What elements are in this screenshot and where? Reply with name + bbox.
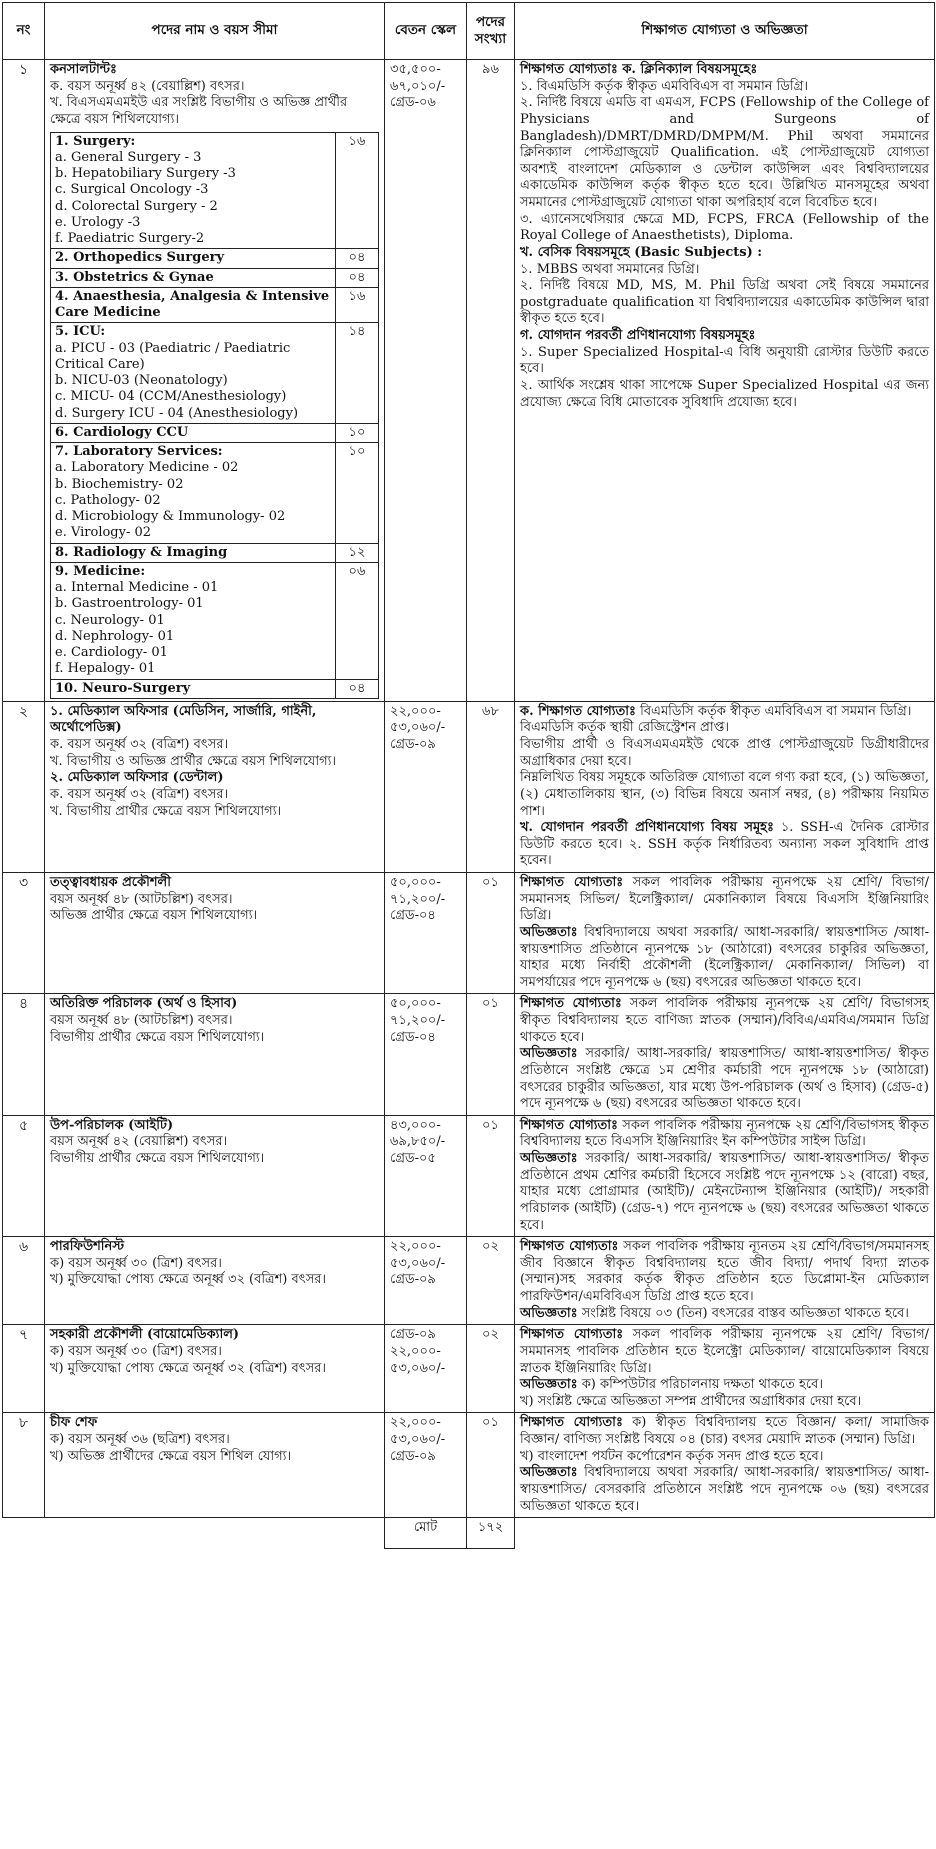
- specialty-count: ১০: [336, 423, 379, 442]
- qual-label: অভিজ্ঞতাঃ: [520, 1305, 578, 1321]
- header-post: পদের নাম ও বয়স সীমা: [45, 3, 385, 60]
- pay-scale: [385, 1325, 467, 1413]
- specialty-cell: [51, 543, 336, 562]
- specialty-sub-item: f. Hepalogy- 01: [55, 661, 156, 677]
- specialty-sub-item: a. Laboratory Medicine - 02: [55, 460, 239, 476]
- specialty-count: ১০: [336, 443, 379, 544]
- specialty-name: 4. Anaesthesia, Analgesia & Intensive Care Medicine: [55, 288, 330, 320]
- specialty-sub-item: c. Surgical Oncology -3: [55, 182, 209, 198]
- age-limit: বয়স অনূর্ধ্ব ৪৮ (আটচল্লিশ) বৎসর।: [50, 1013, 233, 1028]
- post-cell: [45, 1237, 385, 1325]
- post-title: ২. মেডিক্যাল অফিসার (ডেন্টাল): [50, 770, 224, 786]
- post-cell: [45, 701, 385, 872]
- pay-scale: [385, 994, 467, 1115]
- post-cell: [45, 1115, 385, 1236]
- header-row: [3, 3, 935, 60]
- empty-cell: [3, 1518, 45, 1549]
- specialty-row: [51, 423, 379, 442]
- serial-number: ১: [3, 60, 45, 702]
- pay-grade: গ্রেড-০৯: [390, 1327, 436, 1343]
- pay-grade: গ্রেড-০৯: [390, 737, 436, 752]
- total-label: মোট: [385, 1518, 467, 1549]
- qual-text: বিএমডিসি কর্তৃক স্থায়ী রেজিস্ট্রেশন প্রাপ্ত।: [520, 720, 729, 736]
- qual-text: সকল পাবলিক পরীক্ষায় ন্যূনপক্ষে ২য় শ্রেণি/ বিভাগ/ সমমানসহ পাবলিক প্রতিষ্ঠান হতে ইলেক্ট্রো মেডিক্যাল/ বায়োমেডিক্যাল বিষয়ে স্নাতক ইঞ্জিনিয়ারিং ডিগ্রি।: [520, 1327, 929, 1376]
- qual-text: নিম্নলিখিত বিষয় সমূহকে অতিরিক্ত যোগ্যতা বলে গণ্য করা হবে, (১) অভিজ্ঞতা, (২) মেধাতালিকায় স্থান, (৩) বিভিন্ন বিষয়ে অনার্স নম্বর, (৪) পরীক্ষায় নিয়মিত পাশ।: [520, 770, 929, 819]
- pay-range-end: ৬৯,৮৫০/-: [390, 1134, 446, 1150]
- qual-text: সকল পাবলিক পরীক্ষায় ন্যূনপক্ষে ২য় শ্রেণি/ বিভাগসহ স্বীকৃত বিশ্ববিদ্যালয় হতে বাণিজ্য স্নাতক (সম্মান)/বিবিএ/এমবিএ/সমমান ডিগ্রি থাকতে হবে।: [520, 996, 929, 1045]
- pay-scale: [385, 701, 467, 872]
- age-relaxation: খ) মুক্তিযোদ্ধা পোষ্য ক্ষেত্রে অনূর্ধ্ব ৩২ (বত্রিশ) বৎসর।: [50, 1272, 327, 1288]
- serial-number: ৩: [3, 873, 45, 994]
- specialty-sub-item: d. Colorectal Surgery - 2: [55, 198, 218, 214]
- qual-text: বিএমডিসি কর্তৃক স্বীকৃত এমবিবিএস বা সমমান ডিগ্রি।: [640, 703, 912, 719]
- pay-range-start: ২২,০০০-: [390, 703, 441, 719]
- serial-number: ২: [3, 701, 45, 872]
- specialty-sub-item: b. Hepatobiliary Surgery -3: [55, 166, 236, 181]
- pay-range-end: ৫৩,০৬০/-: [390, 1360, 446, 1376]
- qualification-cell: [515, 1413, 935, 1518]
- qual-text: ১. SSH-এ দৈনিক রোস্টার ডিউটি করতে হবে। ২. SSH কর্তৃক নির্ধারিতব্য অন্যান্য সকল সুবিধাদি প্রাপ্ত হবেন।: [520, 820, 929, 869]
- specialty-sub-item: f. Paediatric Surgery-2: [55, 231, 205, 246]
- age-relaxation: খ) অভিজ্ঞ প্রার্থীদের ক্ষেত্রে বয়স শিথিল যোগ্য।: [50, 1448, 292, 1464]
- qual-label: অভিজ্ঞতাঃ: [520, 924, 578, 940]
- qual-heading: খ. বেসিক বিষয়সমূহে (Basic Subjects) :: [520, 244, 763, 260]
- specialty-name: 6. Cardiology CCU: [55, 424, 189, 440]
- qual-text: বিশ্ববিদ্যালয়ে অথবা সরকারি/ আধা-সরকারি/ স্বায়ত্তশাসিত/ আধা- স্বায়ত্তশাসিত/ বেসরকারি প্রতিষ্ঠানে সংশ্লিষ্ট পদে ন্যূনপক্ষে ০৬ (ছয়) বৎসরের অভিজ্ঞতা থাকতে হবে।: [520, 1465, 929, 1514]
- pay-range-end: ৭১,২০০/-: [390, 891, 446, 907]
- pay-grade: গ্রেড-০৪: [390, 1029, 436, 1045]
- specialty-name: 5. ICU:: [55, 324, 106, 340]
- pay-range-end: ৭১,২০০/-: [390, 1013, 446, 1028]
- specialty-row: [51, 679, 379, 698]
- qual-label: অভিজ্ঞতাঃ: [520, 1377, 578, 1393]
- qual-label: অভিজ্ঞতাঃ: [520, 1151, 578, 1166]
- age-limit: ক) বয়স অনূর্ধ্ব ৩৬ (ছত্রিশ) বৎসর।: [50, 1432, 230, 1447]
- specialty-name: 3. Obstetrics & Gynae: [55, 269, 214, 285]
- age-relaxation: বিভাগীয় প্রার্থীর ক্ষেত্রে বয়স শিথিলযোগ্য।: [50, 1151, 265, 1166]
- specialty-name: 7. Laboratory Services:: [55, 444, 223, 459]
- header-pay: বেতন স্কেল: [385, 3, 467, 60]
- qual-label: শিক্ষাগত যোগ্যতাঃ: [520, 1327, 624, 1343]
- post-title: কনসালটান্টঃ: [50, 62, 117, 77]
- header-sl: নং: [3, 3, 45, 60]
- post-count: ০১: [467, 1115, 515, 1236]
- empty-cell: [515, 1518, 935, 1549]
- pay-range-start: ২২,০০০-: [390, 1343, 441, 1359]
- specialty-cell: [51, 323, 336, 424]
- age-relaxation: খ. বিভাগীয় ও অভিজ্ঞ প্রার্থীর ক্ষেত্রে বয়স শিথিলযোগ্য।: [50, 753, 337, 769]
- specialty-sub-item: e. Urology -3: [55, 214, 141, 230]
- pay-range-end: ৬৭,০১০/-: [390, 78, 446, 94]
- qual-text: ১. Super Specialized Hospital-এ বিধি অনুযায়ী রোস্টার ডিউটি করতে হবে।: [520, 344, 929, 377]
- post-cell: [45, 1413, 385, 1518]
- age-relaxation: খ. বিভাগীয় প্রার্থীর ক্ষেত্রে বয়স শিথিলযোগ্য।: [50, 803, 282, 819]
- table-row: [3, 60, 935, 702]
- specialty-name: 9. Medicine:: [55, 563, 146, 579]
- specialty-row: [51, 268, 379, 287]
- table-row: [3, 1325, 935, 1413]
- qualification-cell: [515, 60, 935, 702]
- specialty-table: [50, 132, 379, 699]
- specialty-cell: [51, 287, 336, 323]
- qual-text: ২. নির্দিষ্ট বিষয়ে MD, MS, M. Phil ডিগ্রি অথবা সেই বিষয়ে সমমানের postgraduate qualification যা বিশ্ববিদ্যালয়ের একাডেমিক কাউন্সিল দ্বারা স্বীকৃত হতে হবে।: [520, 278, 929, 327]
- specialty-sub-item: d. Nephrology- 01: [55, 628, 175, 644]
- qual-text: ১. MBBS অথবা সমমানের ডিগ্রি।: [520, 261, 700, 277]
- pay-range-end: ৫৩,০৬০/-: [390, 1432, 446, 1447]
- specialty-name: 8. Radiology & Imaging: [55, 544, 228, 560]
- pay-grade: গ্রেড-০৪: [390, 908, 436, 924]
- specialty-name: 10. Neuro-Surgery: [55, 680, 191, 696]
- total-value: ১৭২: [467, 1518, 515, 1549]
- specialty-sub-item: d. Surgery ICU - 04 (Anesthesiology): [55, 405, 299, 421]
- age-limit: বয়স অনূর্ধ্ব ৪৮ (আটচল্লিশ) বৎসর।: [50, 891, 233, 907]
- pay-range-start: ২২,০০০-: [390, 1239, 441, 1255]
- specialty-row: [51, 443, 379, 544]
- specialty-count: ০৪: [336, 679, 379, 698]
- specialty-sub-item: c. Pathology- 02: [55, 492, 161, 508]
- table-row: [3, 1237, 935, 1325]
- post-title: ১. মেডিক্যাল অফিসার (মেডিসিন, সার্জারি, গাইনী, অর্থোপেডিক্স): [50, 703, 317, 736]
- qualification-cell: [515, 994, 935, 1115]
- pay-range-start: ৩৫,৫০০-: [390, 62, 441, 77]
- pay-grade: গ্রেড-০৬: [390, 95, 436, 111]
- qual-text: ১. বিএমডিসি কর্তৃক স্বীকৃত এমবিবিএস বা সমমান ডিগ্রি।: [520, 78, 809, 94]
- specialty-cell: [51, 249, 336, 268]
- specialty-sub-item: b. NICU-03 (Neonatology): [55, 373, 228, 388]
- pay-range-start: ২২,০০০-: [390, 1415, 441, 1431]
- post-count: ৬৮: [467, 701, 515, 872]
- age-limit: ক) বয়স অনূর্ধ্ব ৩০ (ত্রিশ) বৎসর।: [50, 1343, 222, 1359]
- specialty-row: [51, 543, 379, 562]
- age-limit: ক) বয়স অনূর্ধ্ব ৩০ (ত্রিশ) বৎসর।: [50, 1255, 222, 1271]
- pay-range-start: ৫০,০০০-: [390, 875, 441, 890]
- serial-number: ৬: [3, 1237, 45, 1325]
- age-limit: বয়স অনূর্ধ্ব ৪২ (বেয়াল্লিশ) বৎসর।: [50, 1134, 228, 1150]
- pay-grade: গ্রেড-০৯: [390, 1272, 436, 1288]
- qualification-cell: [515, 1237, 935, 1325]
- qualification-cell: [515, 1325, 935, 1413]
- post-title: পারফিউশনিস্ট: [50, 1239, 125, 1255]
- pay-scale: [385, 1115, 467, 1236]
- specialty-sub-item: a. Internal Medicine - 01: [55, 580, 219, 595]
- pay-grade: গ্রেড-০৫: [390, 1151, 436, 1166]
- header-qualification: শিক্ষাগত যোগ্যতা ও অভিজ্ঞতা: [515, 3, 935, 60]
- qual-text: সকল পাবলিক পরীক্ষায় ন্যূনপক্ষে ২য় শ্রেণি/ বিভাগ/ সমমানসহ সিভিল/ ইলেক্ট্রিক্যাল/ মেকানিক্যাল বিষয়ে বিএসসি ইঞ্জিনিয়ারিং ডিগ্রি।: [520, 875, 929, 924]
- pay-scale: [385, 873, 467, 994]
- post-title: তত্ত্বাবধায়ক প্রকৌশলী: [50, 875, 171, 890]
- specialty-row: [51, 249, 379, 268]
- post-count: ০১: [467, 1413, 515, 1518]
- pay-grade: গ্রেড-০৯: [390, 1448, 436, 1464]
- specialty-sub-item: d. Microbiology & Immunology- 02: [55, 509, 286, 524]
- table-row: [3, 994, 935, 1115]
- post-count: ৯৬: [467, 60, 515, 702]
- job-circular-table: [2, 2, 935, 1549]
- qual-text: বিভাগীয় প্রার্থী ও বিএসএমএমইউ থেকে প্রাপ্ত পোস্টগ্রাজুয়েট ডিগ্রীধারীদের অগ্রাধিকার দেয়া হবে।: [520, 737, 929, 769]
- table-row: [3, 701, 935, 872]
- qual-text: সংশ্লিষ্ট বিষয়ে ০৩ (তিন) বৎসরের বাস্তব অভিজ্ঞতা থাকতে হবে।: [581, 1305, 909, 1321]
- post-cell: [45, 1325, 385, 1413]
- serial-number: ৮: [3, 1413, 45, 1518]
- specialty-row: [51, 287, 379, 323]
- post-cell: [45, 873, 385, 994]
- specialty-count: ১৬: [336, 287, 379, 323]
- specialty-sub-item: b. Gastroentrology- 01: [55, 596, 204, 612]
- table-row: [3, 873, 935, 994]
- specialty-count: ০৪: [336, 268, 379, 287]
- specialty-sub-item: e. Cardiology- 01: [55, 645, 168, 660]
- age-limit: ক. বয়স অনূর্ধ্ব ৩২ (বত্রিশ) বৎসর।: [50, 786, 229, 802]
- qual-text: খ) বাংলাদেশ পর্যটন কর্পোরেশন কর্তৃক সনদ প্রাপ্ত হতে হবে।: [520, 1448, 824, 1464]
- pay-scale: [385, 1413, 467, 1518]
- qual-text: ২. আর্থিক সংশ্লেষ থাকা সাপেক্ষে Super Specialized Hospital এর জন্য প্রযোজ্য ক্ষেত্রে বিধি মোতাবেক সুবিধাদি প্রযোজ্য হবে।: [520, 377, 929, 410]
- qual-label: শিক্ষাগত যোগ্যতাঃ: [520, 1239, 619, 1255]
- post-title: সহকারী প্রকৌশলী (বায়োমেডিক্যাল): [50, 1327, 240, 1343]
- specialty-cell: [51, 443, 336, 544]
- specialty-cell: [51, 562, 336, 679]
- age-relaxation: খ) মুক্তিযোদ্ধা পোষ্য ক্ষেত্রে অনূর্ধ্ব ৩২ (বত্রিশ) বৎসর।: [50, 1360, 327, 1376]
- specialty-sub-item: a. General Surgery - 3: [55, 149, 202, 165]
- qual-label: খ. যোগদান পরবর্তী প্রণিধানযোগ্য বিষয় সমূহঃ: [520, 820, 774, 836]
- qual-text: ক) স্বীকৃত বিশ্ববিদ্যালয় হতে বিজ্ঞান/ কলা/ সামাজিক বিজ্ঞান/ বাণিজ্য সংশ্লিষ্ট বিষয়ে ০৪ (চার) বৎসর মেয়াদি স্নাতক (সম্মান) ডিগ্রি।: [520, 1415, 929, 1447]
- qual-text: ক) কম্পিউটার পরিচালনায় দক্ষতা থাকতে হবে।: [581, 1377, 823, 1393]
- specialty-sub-item: c. MICU- 04 (CCM/Anesthesiology): [55, 389, 287, 405]
- qual-text: খ) সংশ্লিষ্ট ক্ষেত্রে অভিজ্ঞতা সম্পন্ন প্রার্থীদের অগ্রাধিকার দেয়া হবে।: [520, 1393, 862, 1409]
- serial-number: ৭: [3, 1325, 45, 1413]
- pay-scale: [385, 60, 467, 702]
- specialty-cell: [51, 132, 336, 249]
- post-count: ০২: [467, 1325, 515, 1413]
- post-cell: [45, 994, 385, 1115]
- post-count: ০২: [467, 1237, 515, 1325]
- qualification-cell: [515, 1115, 935, 1236]
- table-row: [3, 1115, 935, 1236]
- age-relaxation: বিভাগীয় প্রার্থীর ক্ষেত্রে বয়স শিথিলযোগ্য।: [50, 1029, 265, 1045]
- specialty-sub-item: a. PICU - 03 (Paediatric / Paediatric Critical Care): [55, 340, 291, 372]
- table-row: [3, 1413, 935, 1518]
- qual-text: ২. নির্দিষ্ট বিষয়ে এমডি বা এমএস, FCPS (Fellowship of the College of Physicians and Surgeons of Bangladesh)/DMRT/DMRD/DMPM/M. Phil অথবা সমমানের ক্লিনিক্যাল পোস্টগ্রাজুয়েট Qualification. এই পোস্টগ্রাজুয়েট যোগ্যতা অবশ্যই বাংলাদেশ মেডিক্যাল ও ডেন্টাল কাউন্সিল এবং বিশ্ববিদ্যালয়ের একাডেমিক কাউন্সিল কর্তৃক স্বীকৃত হতে হবে। উল্লিখিত মানসমূহের অথবা সমমানের পোস্টগ্রাজুয়েট যোগ্যতা থাকা অপরিহার্য বলে বিবেচিত হবে।: [520, 95, 929, 210]
- post-count: ০১: [467, 994, 515, 1115]
- post-cell: [45, 60, 385, 702]
- specialty-count: ১২: [336, 543, 379, 562]
- specialty-cell: [51, 423, 336, 442]
- qual-label: অভিজ্ঞতাঃ: [520, 1465, 578, 1481]
- qual-label: ক. শিক্ষাগত যোগ্যতাঃ: [520, 703, 636, 719]
- qualification-cell: [515, 873, 935, 994]
- pay-range-start: ৪৩,০০০-: [390, 1117, 441, 1133]
- specialty-count: ১৬: [336, 132, 379, 249]
- post-title: উপ-পরিচালক (আইটি): [50, 1117, 174, 1133]
- pay-range-end: ৫৩,০৬০/-: [390, 720, 446, 736]
- qual-label: শিক্ষাগত যোগ্যতাঃ: [520, 1415, 623, 1431]
- specialty-sub-item: e. Virology- 02: [55, 525, 152, 541]
- specialty-count: ১৪: [336, 323, 379, 424]
- specialty-row: [51, 132, 379, 249]
- specialty-count: ০৪: [336, 249, 379, 268]
- specialty-count: ০৬: [336, 562, 379, 679]
- specialty-row: [51, 562, 379, 679]
- pay-scale: [385, 1237, 467, 1325]
- post-count: ০১: [467, 873, 515, 994]
- qual-heading: শিক্ষাগত যোগ্যতাঃ ক. ক্লিনিক্যাল বিষয়সমূহেঃ: [520, 62, 758, 77]
- age-limit: ক. বয়স অনূর্ধ্ব ৪২ (বেয়াল্লিশ) বৎসর।: [50, 78, 245, 94]
- specialty-name: 2. Orthopedics Surgery: [55, 250, 224, 266]
- age-limit: ক. বয়স অনূর্ধ্ব ৩২ (বত্রিশ) বৎসর।: [50, 737, 229, 752]
- total-row: [3, 1518, 935, 1549]
- specialty-name: 1. Surgery:: [55, 133, 136, 149]
- serial-number: ৫: [3, 1115, 45, 1236]
- empty-cell: [45, 1518, 385, 1549]
- pay-range-start: ৫০,০০০-: [390, 996, 441, 1012]
- specialty-sub-item: c. Neurology- 01: [55, 612, 165, 628]
- specialty-cell: [51, 268, 336, 287]
- qual-text: সরকারি/ আধা-সরকারি/ স্বায়ত্তশাসিত/ আধা-স্বায়ত্তশাসিত/ স্বীকৃত প্রতিষ্ঠানে সংশ্লিষ্ট ক্ষেত্রে ১ম শ্রেণীর কর্মচারী পদে ন্যূনপক্ষে ১৮ (আঠারো) বৎসরের চাকুরীর অভিজ্ঞতা, যার মধ্যে উপ-পরিচালক (অর্থ ও হিসাব) (গ্রেড-৫) পদে ন্যূনপক্ষে ৬ (ছয়) বৎসরের অভিজ্ঞতা থাকতে হবে।: [520, 1046, 929, 1112]
- specialty-cell: [51, 679, 336, 698]
- specialty-sub-item: b. Biochemistry- 02: [55, 476, 184, 492]
- post-title: চীফ শেফ: [50, 1415, 98, 1431]
- post-title: অতিরিক্ত পরিচালক (অর্থ ও হিসাব): [50, 996, 238, 1012]
- qualification-cell: [515, 701, 935, 872]
- serial-number: ৪: [3, 994, 45, 1115]
- qual-label: শিক্ষাগত যোগ্যতাঃ: [520, 875, 624, 890]
- qual-text: সকল পাবলিক পরীক্ষায় ন্যূনতম ২য় শ্রেণি/বিভাগ/সমমানসহ জীব বিজ্ঞানে স্বীকৃত বিশ্ববিদ্যালয় হতে জীব বিদ্যা/ পদার্থ বিদ্যা স্নাতক (সম্মান)সহ সরকার কর্তৃক স্বীকৃত প্রতিষ্ঠান হতে ডিপ্লোমা-ইন মেডিক্যাল পারফিউশন/এমবিবিএস ডিগ্রি প্রাপ্ত হতে হবে।: [520, 1239, 929, 1304]
- qual-text: সরকারি/ আধা-সরকারি/ স্বায়ত্তশাসিত/ আধা-স্বায়ত্তশাসিত/ স্বীকৃত প্রতিষ্ঠানে প্রথম শ্রেণির কর্মচারী হিসেবে সংশ্লিষ্ট পদে ন্যূনপক্ষে ১২ (বারো) বছর, যাহার মধ্যে প্রোগ্রামার (আইটি)/ মেইনটেন্যান্স ইঞ্জিনিয়ার (আইটি)/ সহকারী পরিচালক (আইটি) (গ্রেড-৭) পদে ন্যূনপক্ষে ৬ (ছয়) বৎসরের অভিজ্ঞতা থাকতে হবে।: [520, 1151, 929, 1233]
- qual-label: শিক্ষাগত যোগ্যতাঃ: [520, 996, 622, 1012]
- specialty-row: [51, 323, 379, 424]
- qual-text: বিশ্ববিদ্যালয়ে অথবা সরকারি/ আধা-সরকারি/ স্বায়ত্তশাসিত /আধা-স্বায়ত্তশাসিত প্রতিষ্ঠানে ন্যূনপক্ষে ১৮ (আঠারো) বৎসরের চাকুরির অভিজ্ঞতা, যাহার মধ্যে নির্বাহী প্রকৌশলী (ইলেক্ট্রিক্যাল/ মেকানিক্যাল/ সিভিল) বা সমপর্যায়ের পদে ন্যূনপক্ষে ৬ (ছয়) বৎসরের অভিজ্ঞতা থাকতে হবে।: [520, 924, 929, 990]
- age-relaxation: খ. বিএসএমএমইউ এর সংশ্লিষ্ট বিভাগীয় ও অভিজ্ঞ প্রার্থীর ক্ষেত্রে বয়স শিথিলযোগ্য।: [50, 95, 348, 127]
- pay-range-end: ৫৩,০৬০/-: [390, 1255, 446, 1271]
- age-relaxation: অভিজ্ঞ প্রার্থীর ক্ষেত্রে বয়স শিথিলযোগ্য।: [50, 908, 258, 924]
- qual-label: শিক্ষাগত যোগ্যতাঃ: [520, 1117, 618, 1133]
- qual-text: ৩. এ্যানেসথেসিয়ার ক্ষেত্রে MD, FCPS, FRCA (Fellowship of the Royal College of Anaesthetists), Diploma.: [520, 211, 929, 244]
- qual-label: অভিজ্ঞতাঃ: [520, 1046, 578, 1062]
- qual-text: সকল পাবলিক পরীক্ষায় ন্যূনপক্ষে ২য় শ্রেণি/বিভাগসহ স্বীকৃত বিশ্ববিদ্যালয় হতে বিএসসি ইঞ্জিনিয়ারিং ইন কম্পিউটার সাইন্স ডিগ্রি।: [520, 1117, 930, 1150]
- qual-heading: গ. যোগদান পরবর্তী প্রণিধানযোগ্য বিষয়সমূহঃ: [520, 328, 756, 343]
- header-count: পদের সংখ্যা: [467, 3, 515, 60]
